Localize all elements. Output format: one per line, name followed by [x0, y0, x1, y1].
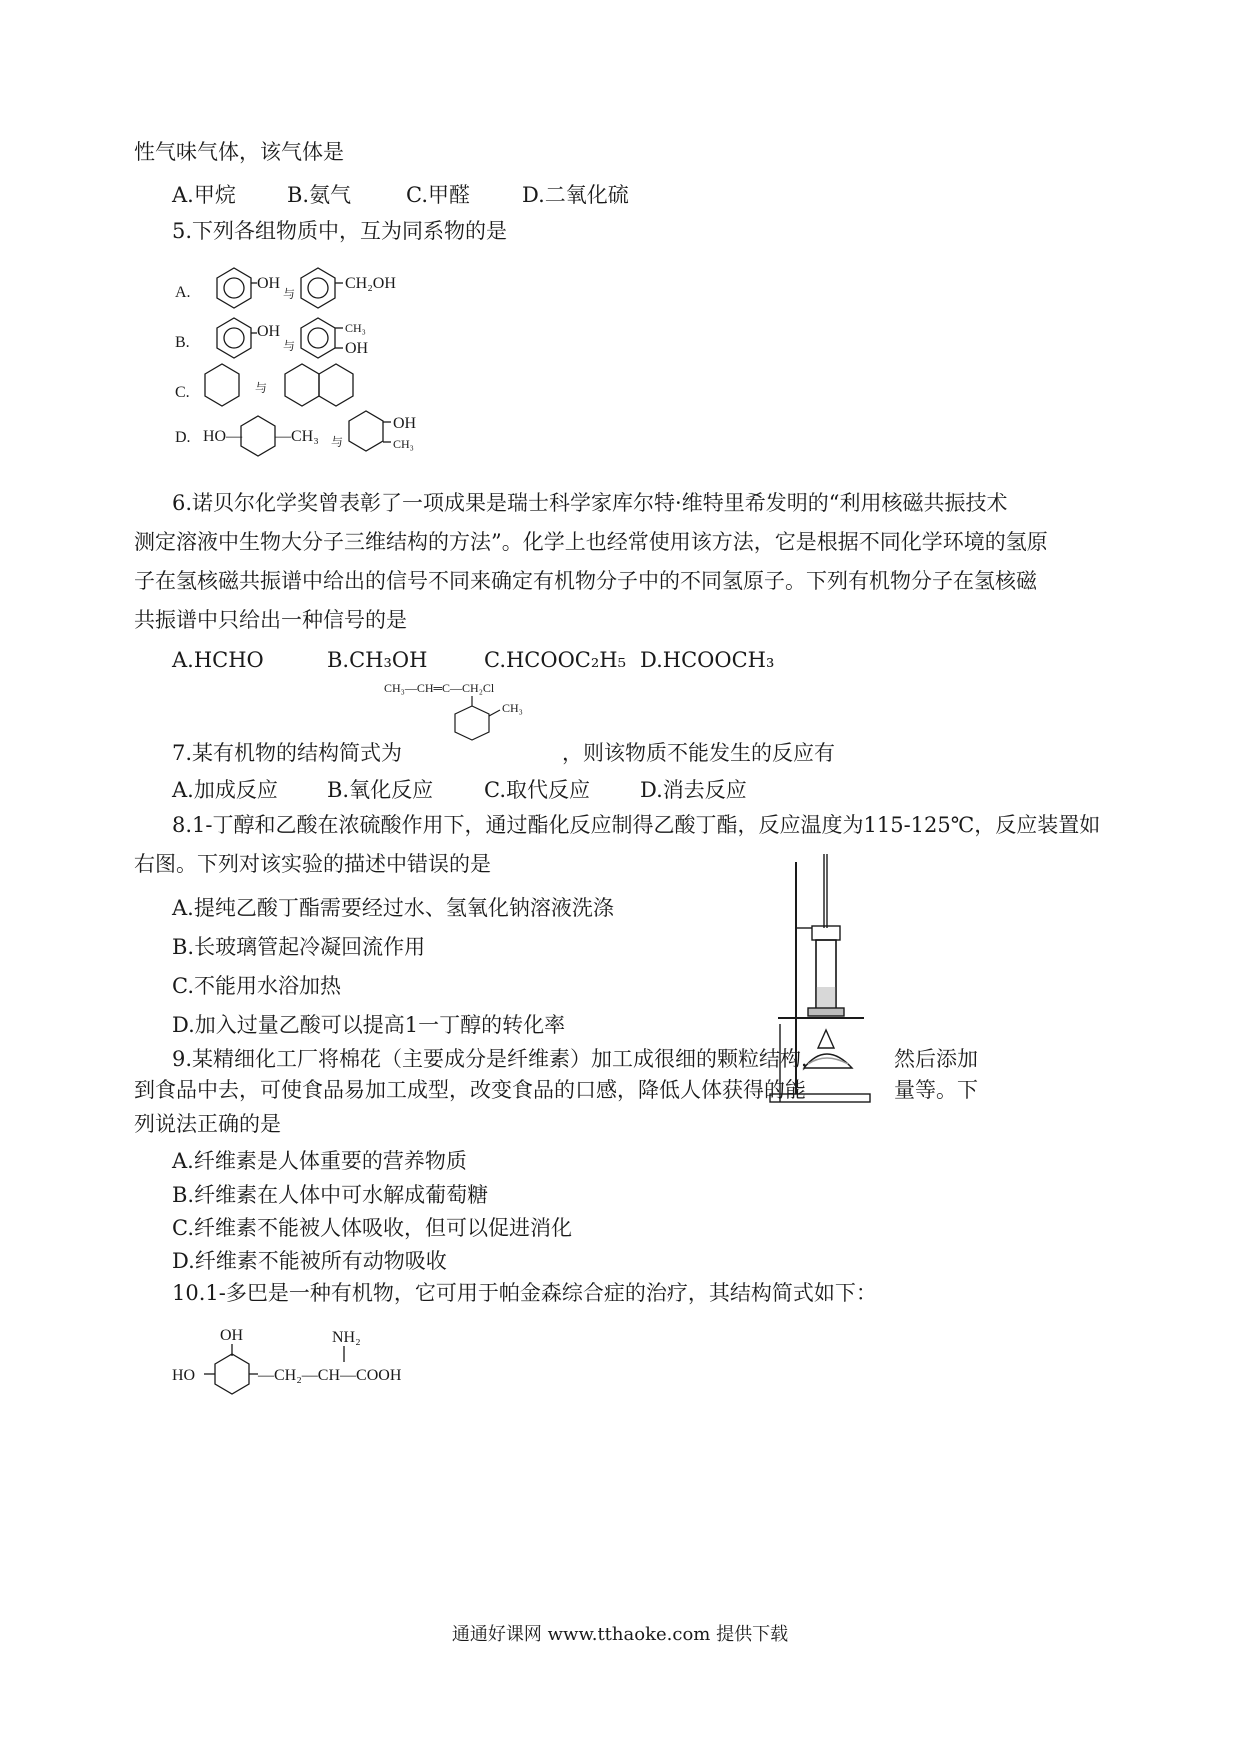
q8-line-2: 右图。下列对该实验的描述中错误的是	[134, 852, 491, 876]
q5-c-yu: 与	[255, 381, 268, 395]
stopper	[812, 926, 840, 940]
q5-stem: 5.下列各组物质中，互为同系物的是	[172, 219, 508, 243]
q7-chain: CH₃—CH═C—CH₂Cl	[384, 681, 495, 695]
q10-benzene-ring	[215, 1354, 249, 1394]
q10-oh: OH	[220, 1327, 244, 1344]
q8-option-d: D.加入过量乙酸可以提高1一丁醇的转化率	[172, 1013, 566, 1037]
q9-line-1b: 然后添加	[894, 1047, 978, 1071]
q5-label-c: C.	[175, 384, 190, 401]
q6-option-d: D.HCOOCH₃	[640, 648, 775, 672]
benzene-ring-b2	[301, 318, 335, 358]
burner-flame	[818, 1030, 834, 1048]
q9-option-c: C.纤维素不能被人体吸收，但可以促进消化	[172, 1216, 572, 1240]
q10-chain: —CH₂—CH—COOH	[258, 1367, 402, 1384]
q6-line-3: 子在氢核磁共振谱中给出的信号不同来确定有机物分子中的不同氢原子。下列有机物分子在氢核磁	[134, 569, 1037, 593]
q5-a-yu: 与	[283, 287, 296, 301]
q8-option-c: C.不能用水浴加热	[172, 974, 341, 998]
q7-stem-after: ，则该物质不能发生的反应有	[562, 741, 835, 765]
q9-line-3: 列说法正确的是	[134, 1112, 281, 1136]
q9-line-2a: 到食品中去，可使食品易加工成型，改变食品的口感，降低人体获得的能	[134, 1078, 806, 1102]
q5-a-oh: OH	[257, 275, 281, 292]
page-footer: 通通好课网 www.tthaoke.com 提供下载	[451, 1624, 789, 1645]
q5-b-yu: 与	[283, 339, 296, 353]
q6-option-c: C.HCOOC₂H₅	[484, 648, 627, 672]
q4-option-d: D.二氧化硫	[522, 183, 629, 207]
q5-b-ch3: CH₃	[345, 321, 366, 335]
q5-d-right: —CH₃	[275, 428, 319, 445]
q5-label-b: B.	[175, 334, 190, 351]
q4-option-b: B.氨气	[287, 183, 352, 207]
q4-option-c: C.甲醛	[406, 183, 470, 207]
benzene-ring-d1	[241, 416, 275, 456]
q7-ch3: CH₃	[502, 701, 523, 715]
q7-option-a: A.加成反应	[172, 778, 278, 802]
water-bath	[808, 1008, 844, 1016]
q9-option-d: D.纤维素不能被所有动物吸收	[172, 1249, 447, 1273]
q10-nh2: NH₂	[332, 1329, 361, 1346]
q6-line-1: 6.诺贝尔化学奖曾表彰了一项成果是瑞士科学家库尔特·维特里希发明的“利用核磁共振技术	[172, 491, 1008, 515]
naphthalene-ring-2	[319, 364, 353, 406]
benzene-ring-d2	[349, 411, 383, 451]
q9-line-1a: 9.某精细化工厂将棉花（主要成分是纤维素）加工成很细的颗粒结构，	[172, 1047, 823, 1071]
naphthalene-ring-1	[285, 364, 319, 406]
q7-option-b: B.氧化反应	[327, 778, 434, 802]
q5-d-yu: 与	[331, 435, 344, 449]
q8-option-b: B.长玻璃管起冷凝回流作用	[172, 935, 426, 959]
q10-stem: 10.1-多巴是一种有机物，它可用于帕金森综合症的治疗，其结构简式如下：	[172, 1281, 877, 1305]
q7-option-c: C.取代反应	[484, 778, 590, 802]
benzene-ring-b1	[217, 318, 251, 358]
q5-label-a: A.	[175, 284, 191, 301]
q5-a-ch2oh: CH₂OH	[345, 275, 396, 292]
q9-option-a: A.纤维素是人体重要的营养物质	[172, 1149, 467, 1173]
q7-benzene-ring	[455, 706, 489, 740]
q4-stem-tail: 性气味气体，该气体是	[134, 140, 344, 164]
q7-structure-figure	[380, 676, 555, 760]
q4-option-a: A.甲烷	[172, 183, 236, 207]
q9-option-b: B.纤维素在人体中可水解成葡萄糖	[172, 1183, 489, 1207]
q7-stem-before: 7.某有机物的结构简式为	[172, 741, 403, 765]
q5-structures-figure	[165, 256, 465, 475]
levodopa-structure-figure	[168, 1318, 448, 1404]
q8-line-1: 8.1-丁醇和乙酸在浓硫酸作用下，通过酯化反应制得乙酸丁酯，反应温度为115-125℃，反应装置如	[172, 813, 1101, 837]
q5-b-oh: OH	[257, 323, 281, 340]
benzene-ring-c1	[205, 364, 239, 406]
benzene-ring-a2	[301, 268, 335, 308]
q6-option-b: B.CH₃OH	[327, 648, 428, 672]
q5-label-d: D.	[175, 429, 191, 446]
q5-b-oh2: OH	[345, 340, 369, 357]
q5-d-left: HO—	[203, 428, 243, 445]
q5-d-ch3: CH₃	[393, 437, 414, 451]
q9-line-2b: 量等。下	[894, 1078, 978, 1102]
q6-option-a: A.HCHO	[172, 648, 264, 672]
q6-line-2: 测定溶液中生物大分子三维结构的方法”。化学上也经常使用该方法，它是根据不同化学环境的氢原	[134, 530, 1048, 554]
benzene-ring-a1	[217, 268, 251, 308]
q10-ho: HO	[172, 1367, 196, 1384]
q6-line-4: 共振谱中只给出一种信号的是	[134, 608, 407, 632]
q5-d-oh: OH	[393, 415, 417, 432]
q7-option-d: D.消去反应	[640, 778, 747, 802]
q8-option-a: A.提纯乙酸丁酯需要经过水、氢氧化钠溶液洗涤	[172, 896, 614, 920]
